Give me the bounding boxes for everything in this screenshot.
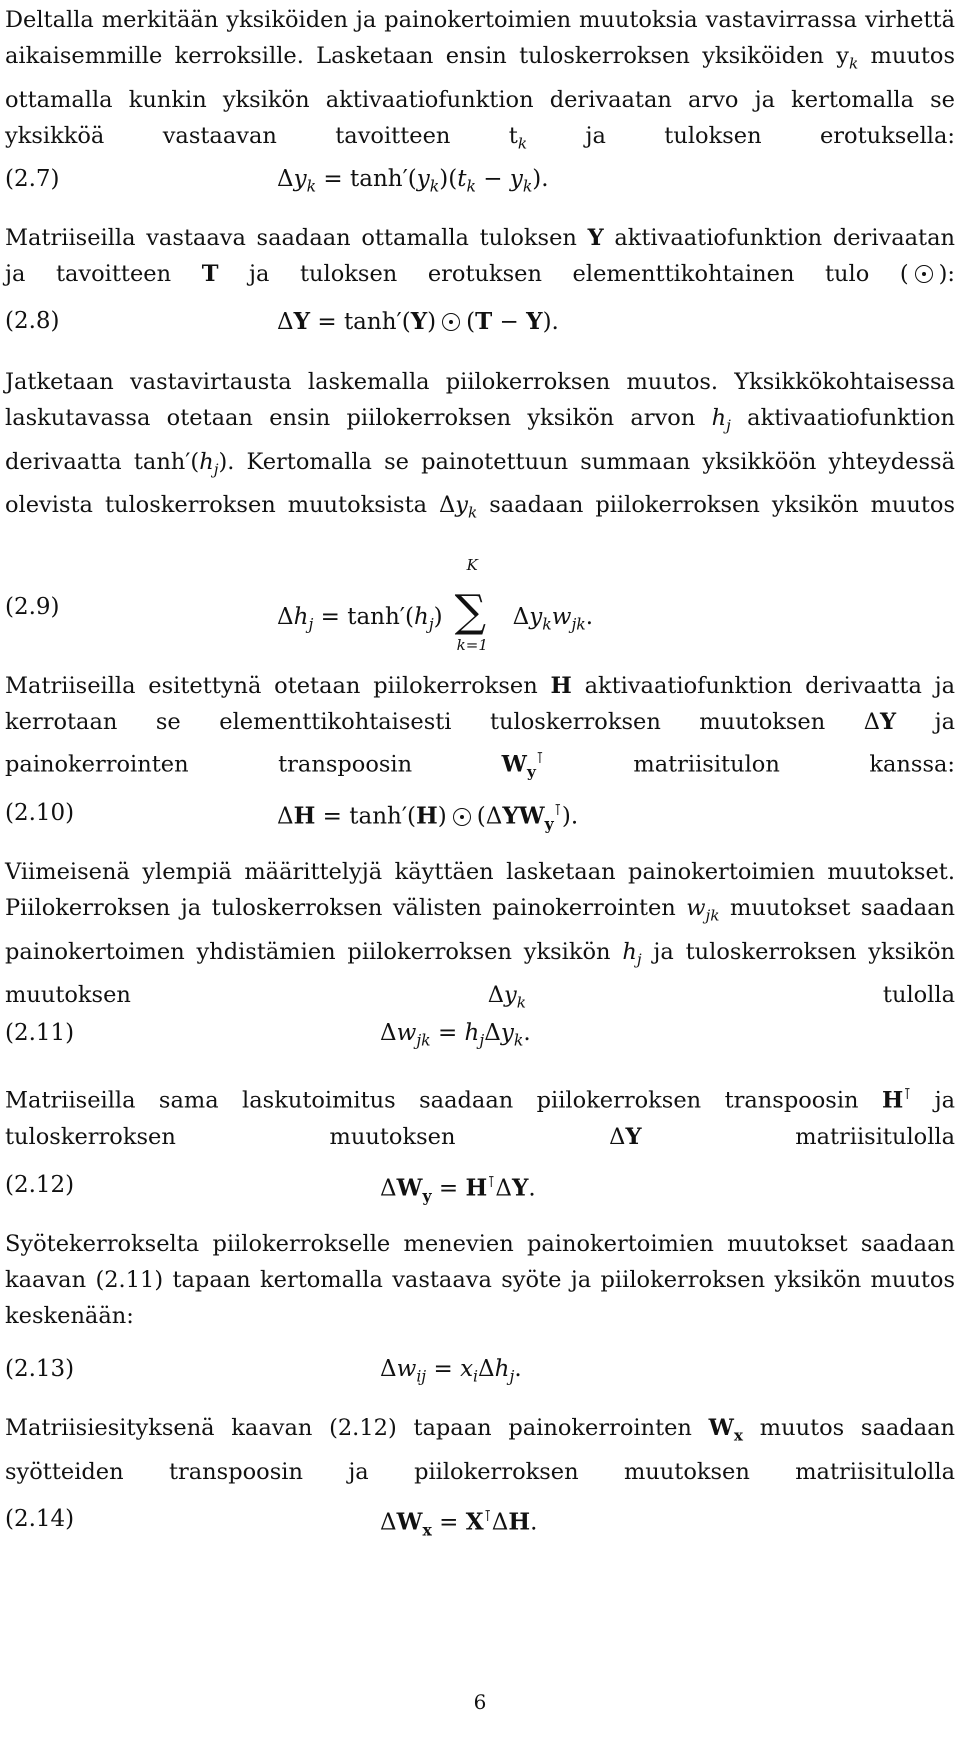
equation-number: (2.12): [5, 1172, 75, 1198]
summation: [451, 556, 505, 654]
sum-sign-icon: ∑: [454, 586, 487, 637]
equation-2-7: [5, 166, 955, 210]
text: Viimeisenä ylempiä määrittelyjä käyttäen lasketaan painokertoimien muutokset. Piilokerroksen ja tuloskerroksen välisten painokerrointen: [5, 859, 955, 921]
equation-number: (2.13): [5, 1356, 75, 1382]
paragraph-8: Matriisiesityksenä kaavan (2.12) tapaan painokerrointen $W_x$ muutos saadaan syötteiden transpoosin ja piilokerroksen muutoksen matriisitulolla: [5, 1415, 956, 1485]
paragraph-3: Jatketaan vastavirtausta laskemalla piilokerroksen muutos. Yksikkökohtaisessa laskutavassa otetaan ensin piilokerroksen yksikön arvon $h_j$ aktivaatiofunktion derivaatta $\tanh'(h_j)$. Kertomalla se painotettuun summaan yksikköön yhteydessä olevista tuloskerroksen muutoksista $\Delta y_k$ saadaan piilokerroksen yksikön muutos: [5, 369, 956, 522]
text: matriisitulon kanssa:: [633, 751, 955, 778]
paragraph-4: Matriiseilla esitettynä otetaan piilokerroksen H aktivaatiofunktion derivaatta ja kerrotaan se elementtikohtaisesti tuloskerroksen muutoksen ΔY ja painokerrointen transpoosin $W_y^⊺$ matriisitulon kanssa:: [5, 673, 956, 781]
equation-body: $\Delta w_{jk} = h_j\Delta y_k$.: [380, 1020, 531, 1050]
equation-2-14: [5, 1506, 955, 1550]
sum-lower-limit: k=1: [456, 636, 488, 654]
equation-2-10: [5, 800, 955, 844]
text: ja tuloskerroksen muutoksen: [5, 1087, 956, 1150]
equation-number: (2.9): [5, 594, 60, 620]
paragraph-6: Matriiseilla sama laskutoimitus saadaan piilokerroksen transpoosin H⊺ ja tuloskerroksen muutoksen ΔY matriisitulolla: [5, 1085, 956, 1150]
equation-number: (2.14): [5, 1506, 75, 1532]
paragraph-2: Matriiseilla vastaava saadaan ottamalla tuloksen Y aktivaatiofunktion derivaatan ja tavoitteen T ja tuloksen erotuksen elementtikohtainen tulo ( ):: [5, 225, 956, 287]
equation-body: $\Delta h_j = \tanh'(h_j)$ K ∑ k=1 $\Delta y_kw_{jk}$.: [277, 556, 594, 654]
equation-number: (2.7): [5, 166, 60, 192]
equation-2-13: [5, 1356, 955, 1400]
text: ja painokerrointen transpoosin: [5, 709, 956, 778]
equation-number: (2.8): [5, 308, 60, 334]
text: ja tuloksen erotuksen elementtikohtainen tulo (: [249, 261, 909, 287]
equation-body: $\Delta y_k = \tanh'(y_k)(t_k - y_k)$.: [277, 166, 549, 196]
equation-body: $\Delta w_{ij} = x_i\Delta h_j$.: [380, 1356, 522, 1386]
text: aktivaatiofunktion derivaatan ja tavoitteen: [5, 225, 955, 287]
text: muutokset saadaan painokertoimen yhdistämien piilokerroksen yksikön: [5, 895, 956, 965]
text: Matriiseilla sama laskutoimitus saadaan piilokerroksen transpoosin: [5, 1087, 859, 1114]
text: ):: [938, 261, 956, 287]
sum-upper-limit: K: [466, 556, 478, 574]
page-number: 6: [473, 1690, 487, 1714]
text: ja tuloksen erotuksella:: [527, 122, 955, 149]
equation-2-8: [5, 308, 955, 352]
equation-number: (2.11): [5, 1020, 75, 1046]
text: aktivaatiofunktion derivaatta ja kerrotaan se elementtikohtaisesti tuloskerroksen muutoksen: [5, 673, 956, 735]
text: aktivaatiofunktion derivaatta tanh′(: [5, 405, 956, 475]
text: Matriisiesityksenä kaavan (2.12) tapaan painokerrointen: [5, 1415, 692, 1441]
paragraph-7: [5, 1226, 955, 1370]
text: muutos saadaan syötteiden transpoosin ja piilokerroksen muutoksen matriisitulolla: [5, 1415, 956, 1485]
odot-symbol: [442, 313, 460, 331]
equation-2-9: [5, 556, 955, 654]
text: Deltalla merkitään yksiköiden ja painokertoimien muutoksia vastavirrassa virhettä aikaisemmille kerroksille. Lasketaan ensin tuloskerroksen yksiköiden y: [5, 7, 955, 69]
odot-symbol: [915, 265, 933, 283]
equation-2-12: [5, 1172, 955, 1216]
equation-body: $\Delta W_x = X^⊺\Delta H$.: [380, 1506, 538, 1540]
text: Matriiseilla esitettynä otetaan piilokerroksen: [5, 673, 538, 699]
text: tulolla: [882, 982, 955, 1008]
equation-2-11: [5, 1020, 955, 1064]
text: saadaan piilokerroksen yksikön muutos: [489, 492, 956, 518]
equation-body: ΔY = tanh′(Y) (T − Y).: [277, 308, 559, 335]
text: ). Kertomalla se painotettuun summaan yksikköön yhteydessä olevista tuloskerroksen muutoksista: [5, 448, 955, 518]
equation-number: (2.10): [5, 800, 75, 826]
text: Syötekerrokselta piilokerrokselle menevien painokertoimien muutokset saadaan kaavan (2.11) tapaan kertomalla vastaava syöte ja piilokerroksen yksikön muutos keskenään:: [5, 1231, 955, 1329]
paragraph-1: Deltalla merkitään yksiköiden ja painokertoimien muutoksia vastavirrassa virhettä aikaisemmille kerroksille. Lasketaan ensin tuloskerroksen yksiköiden $y_k$ muutos ottamalla kunkin yksikön aktivaatiofunktion derivaatan arvo ja kertomalla se yksikköä vastaavan tavoitteen $t_k$ ja tuloksen erotuksella:: [5, 7, 955, 152]
text: muutos ottamalla kunkin yksikön aktivaatiofunktion derivaatan arvo ja kertomalla se yksikköä vastaavan tavoitteen t: [5, 43, 955, 149]
equation-body: ΔH = tanh′(H) $(\Delta YW_y^⊺)$.: [277, 800, 579, 834]
text: Matriiseilla vastaava saadaan ottamalla tuloksen: [5, 225, 577, 251]
odot-symbol: [453, 808, 471, 826]
equation-body: $\Delta W_y = H^⊺\Delta Y$.: [380, 1172, 536, 1206]
paragraph-5: Viimeisenä ylempiä määrittelyjä käyttäen lasketaan painokertoimien muutokset. Piilokerroksen ja tuloskerroksen välisten painokerrointen $w_{jk}$ muutokset saadaan painokertoimen yhdistämien piilokerroksen yksikön $h_j$ ja tuloskerroksen yksikön muutoksen $\Delta y_k$ tulolla: [5, 859, 956, 1012]
text: Jatketaan vastavirtausta laskemalla piilokerroksen muutos. Yksikkökohtaisessa laskutavassa otetaan ensin piilokerroksen yksikön arvon: [5, 369, 955, 431]
text: ja tuloskerroksen yksikön muutoksen: [5, 938, 955, 1008]
text: matriisitulolla: [795, 1123, 955, 1150]
